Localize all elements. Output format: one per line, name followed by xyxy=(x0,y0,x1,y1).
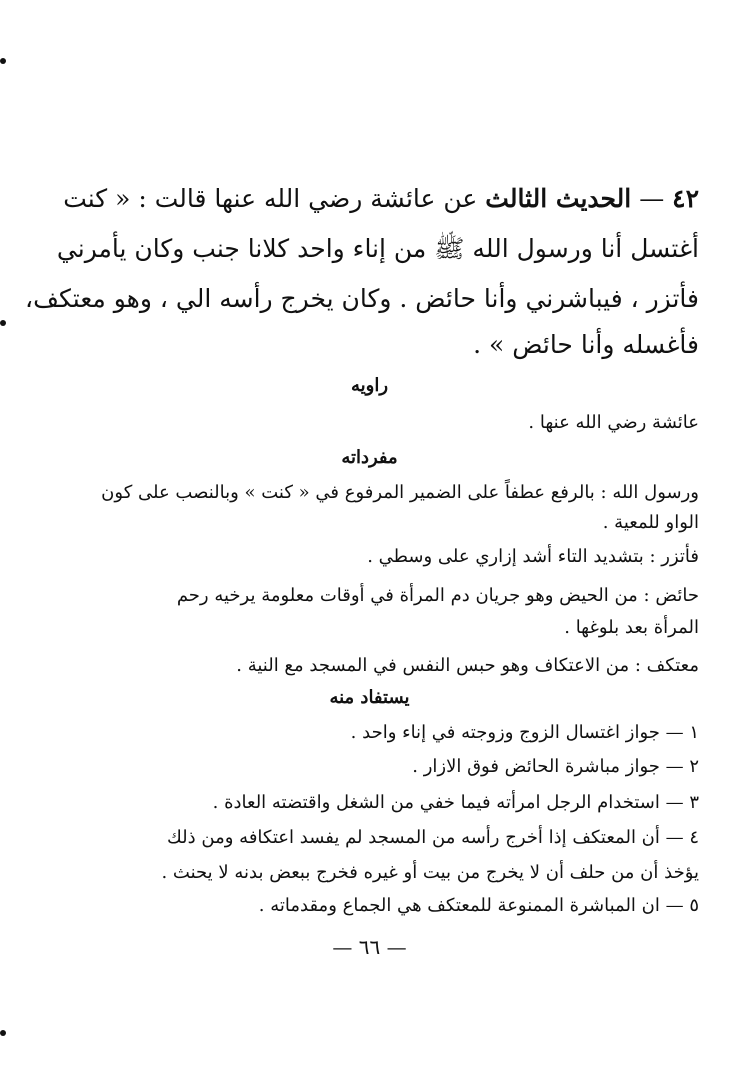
vocabulary-line: فأتزر : بتشديد التاء أشد إزاري على وسطي . xyxy=(367,546,699,567)
hadith-dash: — xyxy=(639,184,665,213)
margin-dot xyxy=(0,320,6,326)
vocabulary-heading: مفرداته xyxy=(341,447,398,468)
margin-dot xyxy=(0,58,6,64)
hadith-line-1 xyxy=(63,182,699,216)
vocabulary-line: حائض : من الحيض وهو جريان دم المرأة في أوقات معلومة يرخيه رحم xyxy=(176,585,699,606)
benefit-item: ٤ — أن المعتكف إذا أخرج رأسه من المسجد لم يفسد اعتكافه ومن ذلك xyxy=(167,827,699,848)
hadith-number: ٤٢ xyxy=(672,184,699,213)
benefit-item: يؤخذ أن من حلف أن لا يخرج من بيت أو غيره فخرج ببعض بدنه لا يحنث . xyxy=(161,862,699,883)
page-number: — ٦٦ — xyxy=(332,935,407,959)
narrator-heading: راويه xyxy=(350,375,389,396)
benefit-item: ٥ — ان المباشرة الممنوعة للمعتكف هي الجماع ومقدماته . xyxy=(258,895,699,916)
vocabulary-line: المرأة بعد بلوغها . xyxy=(564,617,699,638)
vocabulary-line: معتكف : من الاعتكاف وهو حبس النفس في المسجد مع النية . xyxy=(236,655,699,676)
benefit-item: ٢ — جواز مباشرة الحائض فوق الازار . xyxy=(412,756,699,777)
margin-dot xyxy=(0,1030,6,1036)
vocabulary-line: الواو للمعية . xyxy=(602,512,699,533)
benefits-heading: يستفاد منه xyxy=(329,687,410,708)
hadith-line-3: فأتزر ، فيباشرني وأنا حائض . وكان يخرج رأسه الي ، وهو معتكف، xyxy=(25,284,699,313)
hadith-label: الحديث الثالث xyxy=(485,184,632,213)
hadith-text: عن عائشة رضي الله عنها قالت : « كنت xyxy=(63,184,478,213)
hadith-line-2: أغتسل أنا ورسول الله ﷺ من إناء واحد كلانا جنب وكان يأمرني xyxy=(56,234,699,263)
benefit-item: ٣ — استخدام الرجل امرأته فيما خفي من الشغل واقتضته العادة . xyxy=(212,792,699,813)
hadith-line-4: فأغسله وأنا حائض » . xyxy=(473,330,699,359)
narrator-text: عائشة رضي الله عنها . xyxy=(528,412,699,433)
vocabulary-line: ورسول الله : بالرفع عطفاً على الضمير المرفوع في « كنت » وبالنصب على كون xyxy=(101,482,699,503)
benefit-item: ١ — جواز اغتسال الزوج وزوجته في إناء واحد . xyxy=(350,722,699,743)
